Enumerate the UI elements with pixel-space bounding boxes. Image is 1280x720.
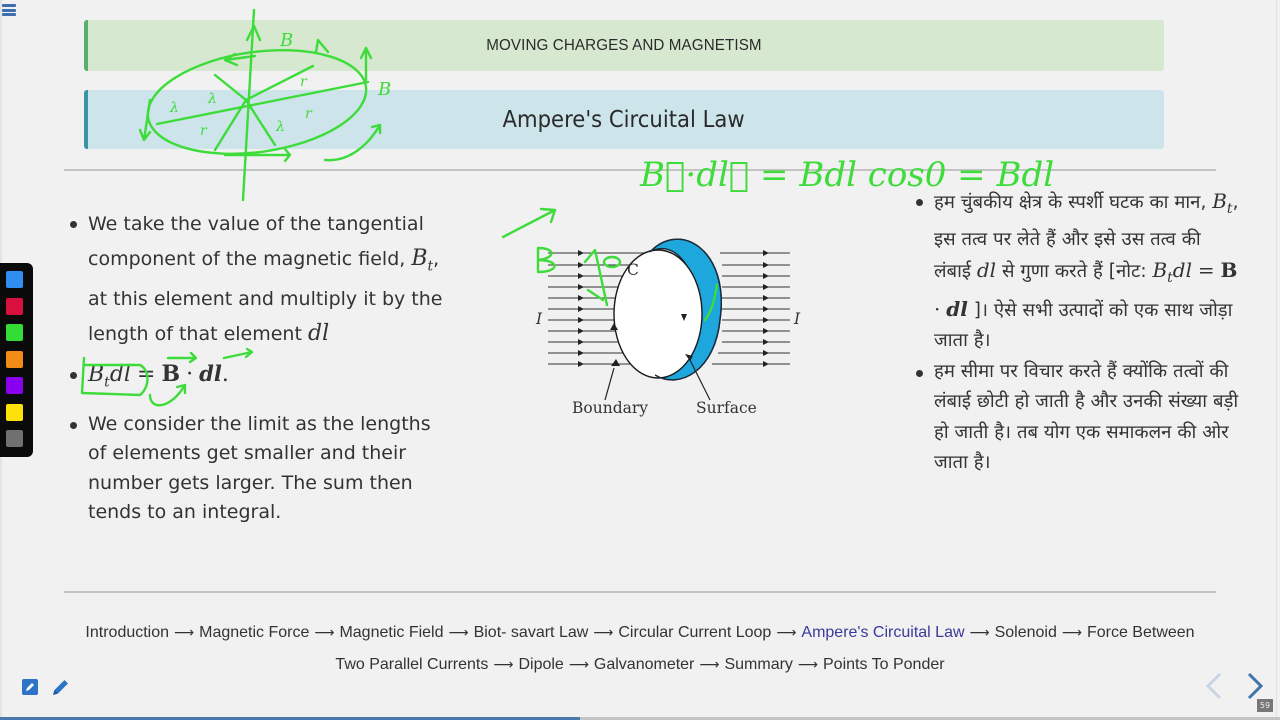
pencil-icon[interactable] <box>51 678 71 701</box>
bullet-hindi-tangential <box>912 186 1242 357</box>
arrow-icon: ⟶ <box>699 657 720 673</box>
color-swatch-green[interactable] <box>6 324 23 341</box>
edit-note-icon[interactable] <box>21 678 39 701</box>
bullet-text: , at this element and multiply it by the length of that element <box>88 247 443 345</box>
current-label-left: I <box>536 310 543 328</box>
bullet-text: से गुणा करते हैं [नोट: <box>1001 261 1147 282</box>
divider-bottom <box>64 591 1216 593</box>
svg-text:B: B <box>280 30 294 51</box>
right-edge-divider <box>1276 0 1277 720</box>
divider-top <box>64 169 1216 171</box>
bullet-text: We take the value of the tangential component of the magnetic field, <box>88 213 424 270</box>
bullet-text: , इस तत्व पर लेते हैं और इसे उस तत्व की लंबाई <box>934 192 1239 282</box>
arrow-icon: ⟶ <box>1061 625 1082 641</box>
crumb-force-between-part1[interactable]: Force Between <box>1086 624 1195 641</box>
topic-banner <box>84 90 1164 149</box>
svg-text:λ: λ <box>276 119 285 135</box>
color-swatch-purple[interactable] <box>6 377 23 394</box>
color-swatch-gray[interactable] <box>6 430 23 447</box>
arrow-icon: ⟶ <box>797 657 818 673</box>
arrow-icon: ⟶ <box>174 625 195 641</box>
formula-dot: · <box>186 362 194 388</box>
color-swatch-red[interactable] <box>6 298 23 315</box>
crumb-dipole[interactable]: Dipole <box>518 656 564 673</box>
bullet-text: ]। ऐसे सभी उत्पादों को एक साथ जोड़ा जाता है। <box>934 299 1233 351</box>
math-dl: dl <box>976 258 997 282</box>
crumb-magnetic-field[interactable]: Magnetic Field <box>339 624 444 641</box>
crumb-summary[interactable]: Summary <box>724 656 793 673</box>
menu-icon[interactable] <box>0 2 18 18</box>
math-dl: dl <box>307 320 330 346</box>
math-Bt: $B_t$ <box>1212 189 1233 217</box>
formula-equals: = <box>136 362 156 388</box>
crumb-amperes-circuital-law[interactable]: Ampere's Circuital Law <box>801 624 965 641</box>
handwritten-equation: B⃗·dl⃗ = Bdl cos0 = Bdl <box>640 155 1055 195</box>
bullet-limit: We consider the limit as the lengths of elements get smaller and their number gets larger. The sum then tends to an integral. <box>66 410 446 528</box>
ampere-loop-figure <box>530 230 800 420</box>
boundary-label: Boundary <box>572 399 649 417</box>
note-dot: · <box>934 296 941 321</box>
bullet-hindi-limit: हम सीमा पर विचार करते हैं क्योंकि तत्वों की लंबाई छोटी हो जाती है और उनकी संख्या बड़ी हो जाती है। तब योग एक समाकलन की ओर जाता है। <box>912 357 1242 479</box>
color-swatch-orange[interactable] <box>6 351 23 368</box>
arrow-icon: ⟶ <box>593 625 614 641</box>
field-lines-diagram <box>530 230 800 420</box>
right-content-hindi <box>912 186 1242 479</box>
crumb-circular-current-loop[interactable]: Circular Current Loop <box>618 624 772 641</box>
left-content <box>66 208 446 528</box>
svg-text:λ: λ <box>208 91 217 107</box>
arrow-icon: ⟶ <box>969 625 990 641</box>
chapter-breadcrumb <box>64 617 1216 681</box>
arrow-icon: ⟶ <box>568 657 589 673</box>
svg-text:B: B <box>378 79 392 100</box>
chapter-title: MOVING CHARGES AND MAGNETISM <box>486 36 762 54</box>
crumb-solenoid[interactable]: Solenoid <box>994 624 1057 641</box>
bullet-formula <box>66 353 446 403</box>
bullet-tangential <box>66 208 446 351</box>
svg-text:r: r <box>200 123 207 139</box>
crumb-points-to-ponder[interactable]: Points To Ponder <box>823 656 945 673</box>
crumb-introduction[interactable]: Introduction <box>85 624 170 641</box>
formula-lhs: $B_tdl$ <box>88 362 131 391</box>
arrow-icon: ⟶ <box>314 625 335 641</box>
svg-text:λ: λ <box>170 100 179 116</box>
chevron-left-icon[interactable] <box>1204 671 1224 706</box>
note-equals: = <box>1197 258 1215 282</box>
formula-period: . <box>221 362 229 388</box>
note-dl-vector: dl <box>946 296 968 321</box>
topic-title: Ampere's Circuital Law <box>502 106 746 133</box>
crumb-force-between-part2[interactable]: Two Parallel Currents <box>335 656 489 673</box>
svg-text:r: r <box>305 106 312 122</box>
arrow-icon: ⟶ <box>448 625 469 641</box>
note-B-vector: B <box>1220 258 1238 282</box>
svg-text:r: r <box>300 74 307 90</box>
bullet-text: हम चुंबकीय क्षेत्र के स्पर्शी घटक का मान, <box>934 192 1207 213</box>
note-lhs: $B_tdl$ <box>1152 258 1192 286</box>
surface-label: Surface <box>696 399 757 417</box>
current-label-right: I <box>794 310 801 328</box>
curve-label-c: C <box>627 261 639 279</box>
formula-dl-vector: dl <box>199 361 222 387</box>
color-swatch-yellow[interactable] <box>6 404 23 421</box>
crumb-magnetic-force[interactable]: Magnetic Force <box>199 624 310 641</box>
arrow-icon: ⟶ <box>776 625 797 641</box>
math-Bt: $B_t$ <box>411 245 434 274</box>
page-number-badge: 59 <box>1257 699 1273 712</box>
crumb-galvanometer[interactable]: Galvanometer <box>593 656 695 673</box>
formula-B-vector: B <box>161 361 181 388</box>
chapter-banner <box>84 20 1164 71</box>
breadcrumb-line-2 <box>64 649 1216 681</box>
color-swatch-blue[interactable] <box>6 271 23 288</box>
pen-color-palette <box>0 263 33 457</box>
crumb-biot-savart-law[interactable]: Biot- savart Law <box>473 624 589 641</box>
breadcrumb-line-1 <box>64 617 1216 649</box>
arrow-icon: ⟶ <box>493 657 514 673</box>
